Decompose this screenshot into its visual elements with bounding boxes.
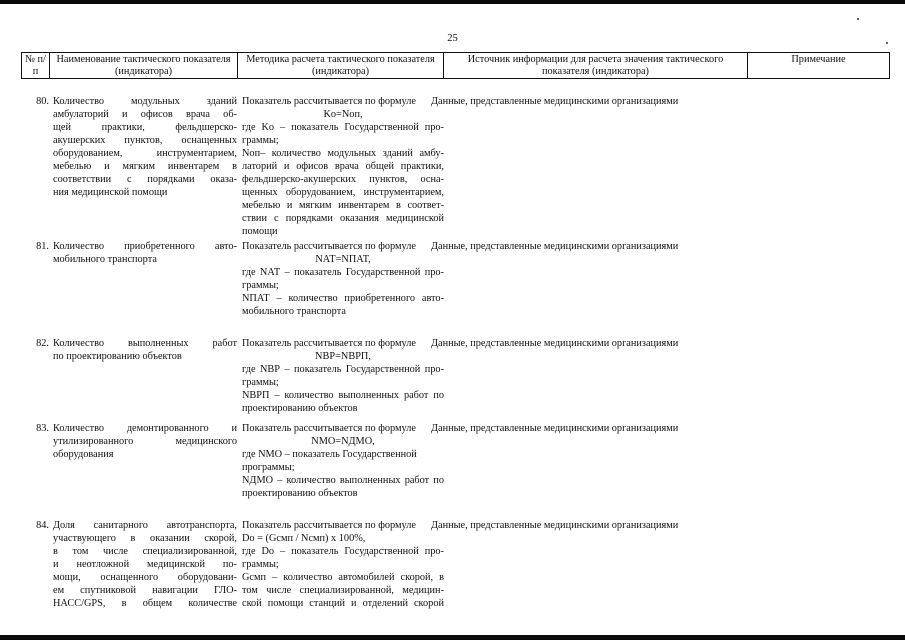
method-line: проектированию объектов (242, 403, 358, 414)
name-line: мобильного транспорта (53, 254, 157, 265)
calculation-method (242, 422, 444, 500)
name-line: оборудованием, инструментарием, (53, 148, 237, 159)
name-line: участвующего в оказании скорой, (53, 533, 237, 544)
page-number: 25 (447, 33, 458, 44)
name-line: Количество приобретенного авто- (53, 241, 237, 252)
method-line: где NМО – показатель Государственной (242, 449, 417, 460)
row-number: 80. (36, 96, 49, 107)
header-source: Источник информации для расчета значения тактического показателя (индикатора) (444, 53, 748, 79)
bottom-border (0, 635, 905, 640)
method-line: мобильного транспорта (242, 306, 346, 317)
information-source: Данные, представленные медицинскими организациями (431, 520, 679, 531)
scan-speck (857, 18, 859, 20)
name-line: Количество выполненных работ (53, 338, 237, 349)
method-line: граммы; (242, 135, 279, 146)
header-name: Наименование тактического показателя (индикатора) (50, 53, 238, 79)
method-line: где NАТ – показатель Государственной про- (242, 267, 444, 278)
method-line: граммы; (242, 280, 279, 291)
name-line: мощи, оснащенного оборудовани- (53, 572, 237, 583)
name-line: Количество демонтированного и (53, 423, 237, 434)
method-line: где Dо – показатель Государственной про- (242, 546, 444, 557)
method-line: NПАТ – количество приобретенного авто- (242, 293, 444, 304)
name-line: щей практики, фельдшерско- (53, 122, 237, 133)
name-line: в том числе специализированной, (53, 546, 237, 557)
header-note: Примечание (748, 53, 890, 79)
header-number: № п/п (22, 53, 50, 79)
method-line: Показатель рассчитывается по формуле (242, 338, 416, 349)
method-line: мебелью и мягким инвентарем в соответ- (242, 200, 444, 211)
method-line: программы; (242, 462, 295, 473)
row-number: 84. (36, 520, 49, 531)
calculation-method (242, 519, 444, 610)
formula: Dо = (Gсмп / Nсмп) x 100%, (242, 533, 366, 544)
calculation-method (242, 240, 444, 318)
top-border (0, 0, 905, 4)
name-line: соответствии с порядками оказа- (53, 174, 237, 185)
name-line: мебелью и мягким инвентарем в (53, 161, 237, 172)
formula: NАТ=NПАТ, (315, 254, 371, 265)
indicator-name (53, 422, 237, 461)
indicator-name (53, 337, 237, 363)
method-line: щенных оборудованием, инструментарием, (242, 187, 444, 198)
method-line: Nоп– количество модульных зданий амбу- (242, 148, 444, 159)
method-line: ской помощи станций и отделений скорой (242, 598, 444, 609)
row-number: 83. (36, 423, 49, 434)
method-line: NДМО – количество выполненных работ по (242, 475, 444, 486)
method-line: Показатель рассчитывается по формуле (242, 520, 416, 531)
information-source: Данные, представленные медицинскими организациями (431, 96, 679, 107)
scan-speck (886, 42, 888, 44)
method-line: Показатель рассчитывается по формуле (242, 96, 416, 107)
method-line: ствии с порядками оказания медицинской (242, 213, 444, 224)
name-line: амбулаторий и офисов врача об- (53, 109, 237, 120)
name-line: акушерских пунктов, оснащенных (53, 135, 237, 146)
information-source: Данные, представленные медицинскими организациями (431, 338, 679, 349)
indicator-name (53, 519, 237, 610)
name-line: оборудования (53, 449, 114, 460)
method-line: Показатель рассчитывается по формуле (242, 241, 416, 252)
row-number: 81. (36, 241, 49, 252)
method-line: Gсмп – количество автомобилей скорой, в (242, 572, 444, 583)
indicator-name (53, 95, 237, 199)
formula: NМО=NДМО, (311, 436, 375, 447)
formula: Kо=Nоп, (323, 109, 363, 120)
calculation-method (242, 95, 444, 238)
method-line: граммы; (242, 377, 279, 388)
name-line: ния медицинской помощи (53, 187, 168, 198)
method-line: Показатель рассчитывается по формуле (242, 423, 416, 434)
name-line: и неотложной медицинской по- (53, 559, 237, 570)
method-line: помощи (242, 226, 278, 237)
name-line: НАСС/GPS, в общем количестве (53, 598, 237, 609)
information-source: Данные, представленные медицинскими организациями (431, 241, 679, 252)
table-header (21, 52, 890, 79)
header-row (22, 53, 890, 79)
method-line: где Kо – показатель Государственной про- (242, 122, 444, 133)
method-line: NВРП – количество выполненных работ по (242, 390, 444, 401)
method-line: граммы; (242, 559, 279, 570)
method-line: проектированию объектов (242, 488, 358, 499)
method-line: фельдшерско-акушерских пунктов, осна- (242, 174, 444, 185)
name-line: Количество модульных зданий (53, 96, 237, 107)
formula: NВР=NВРП, (315, 351, 371, 362)
indicator-name (53, 240, 237, 266)
method-line: где NВР – показатель Государственной про- (242, 364, 444, 375)
calculation-method (242, 337, 444, 415)
name-line: утилизированного медицинского (53, 436, 237, 447)
information-source: Данные, представленные медицинскими организациями (431, 423, 679, 434)
method-line: латорий и офисов врача общей практики, (242, 161, 444, 172)
name-line: по проектированию объектов (53, 351, 182, 362)
header-method: Методика расчета тактического показателя (индикатора) (238, 53, 444, 79)
name-line: ем спутниковой навигации ГЛО- (53, 585, 237, 596)
name-line: Доля санитарного автотранспорта, (53, 520, 237, 531)
row-number: 82. (36, 338, 49, 349)
method-line: том числе специализированной, медицин- (242, 585, 444, 596)
